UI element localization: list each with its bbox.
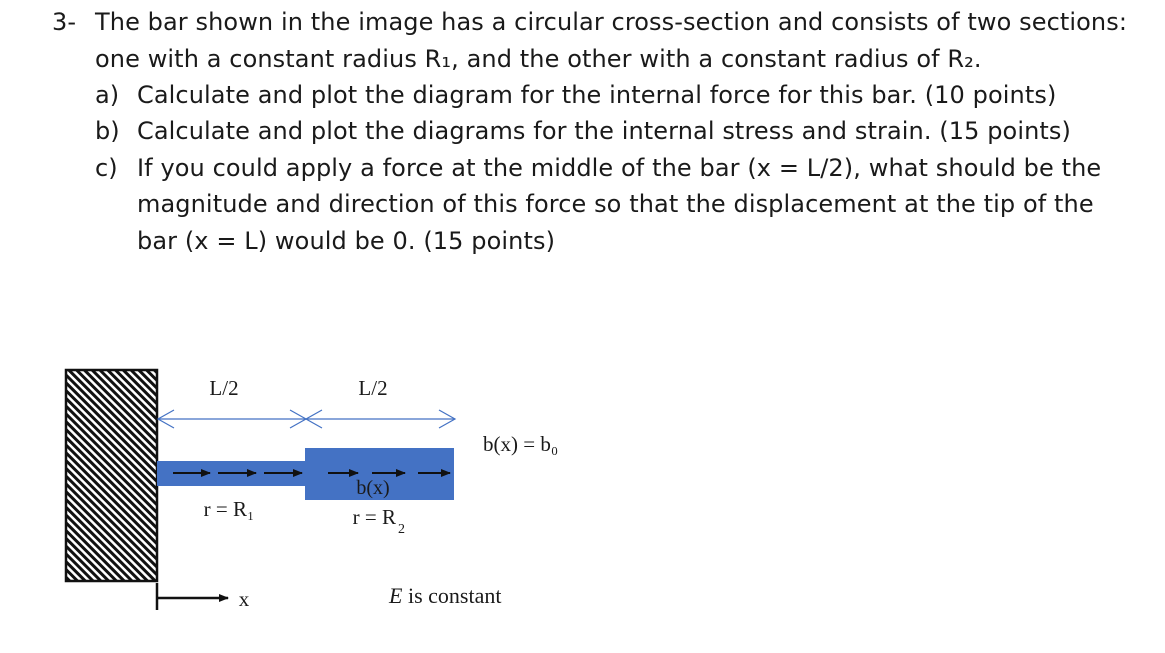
load-inline-label: b(x) [356,477,390,499]
dim-label-left: L/2 [209,376,239,400]
section2-radius-label: r = R [352,505,396,529]
part-c-text-line-1: If you could apply a force at the middle of the bar (x = L/2), what should be the [137,154,1102,182]
part-c-text-line-3: bar (x = L) would be 0. (15 points) [137,227,556,255]
section1-radius-label: r = R₁ [203,497,255,521]
modulus-note: E is constant [389,583,502,608]
part-c-label: c) [95,154,118,182]
x-axis-label: x [238,587,250,611]
part-c-text-line-2: magnitude and direction of this force so that the displacement at the tip of the [137,190,1094,218]
fixed-wall-support [66,370,157,581]
section2-radius-subscript: 2 [398,522,405,537]
problem-number: 3- [52,8,77,36]
x-axis [157,583,228,610]
part-a-label: a) [95,81,120,109]
dim-label-right: L/2 [358,376,388,400]
part-a-text: Calculate and plot the diagram for the internal force for this bar. (10 points) [137,81,1057,109]
part-b-text: Calculate and plot the diagrams for the internal stress and strain. (15 points) [137,117,1071,145]
dimension-lines [158,410,455,428]
intro-line-2: one with a constant radius R₁, and the other with a constant radius of R₂. [95,45,982,73]
distributed-load-label: b(x) = b₀ [483,432,559,456]
part-b-label: b) [95,117,120,145]
intro-line-1: The bar shown in the image has a circular cross-section and consists of two sections: [95,8,1128,36]
